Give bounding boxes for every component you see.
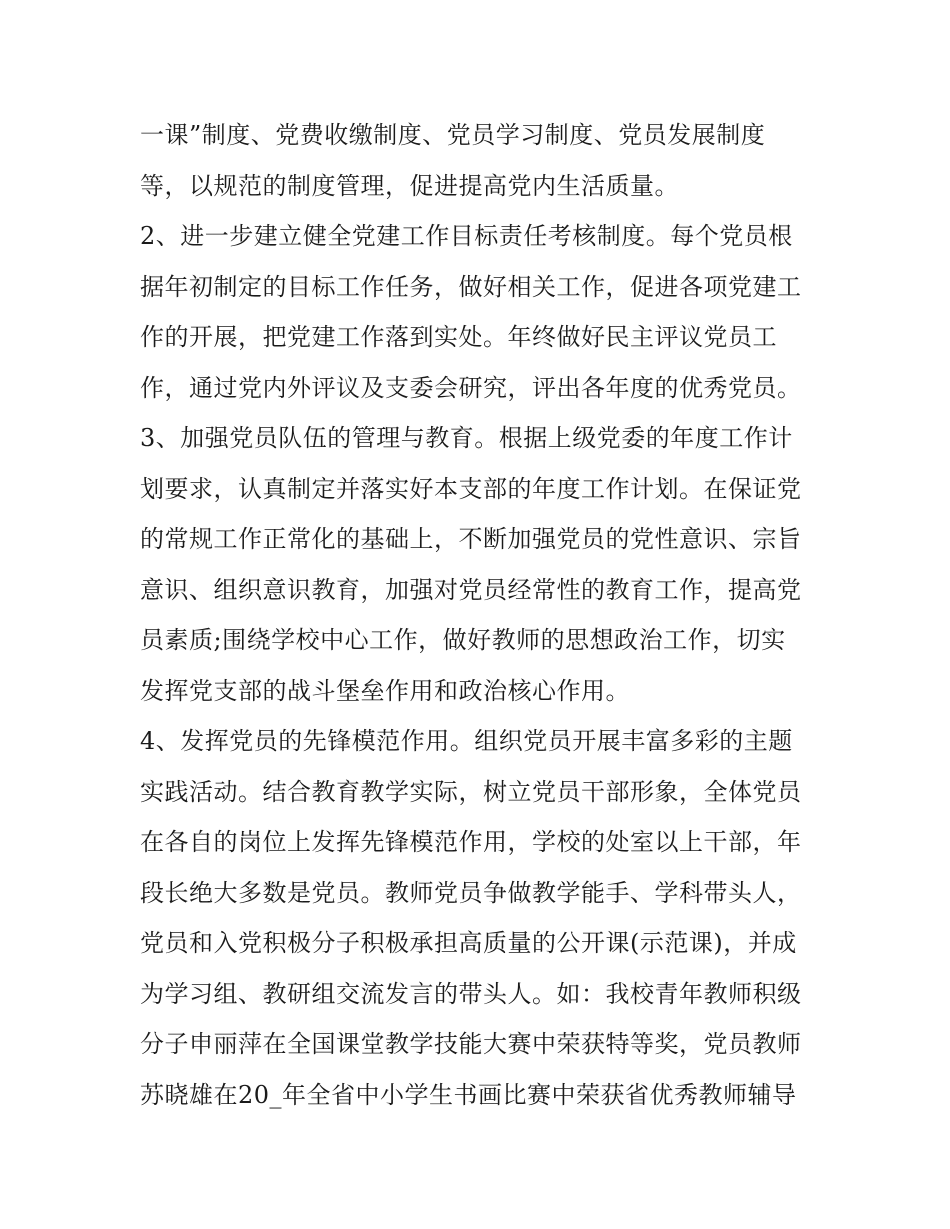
- document-body: [140, 110, 830, 1120]
- text-line: 发挥党支部的战斗堡垒作用和政治核心作用。: [140, 676, 630, 705]
- text-line: 实践活动。结合教育教学实际，树立党员干部形象，全体党员: [140, 777, 802, 806]
- text-line: 段长绝大多数是党员。教师党员争做教学能手、学科带头人，: [140, 878, 802, 907]
- text-line: 苏晓雄在20_年全省中小学生书画比赛中荣获省优秀教师辅导: [140, 1080, 797, 1109]
- text-line: 划要求，认真制定并落实好本支部的年度工作计划。在保证党: [140, 474, 802, 503]
- text-line: 为学习组、教研组交流发言的带头人。如：我校青年教师积级: [140, 979, 802, 1008]
- text-line: 意识、组织意识教育，加强对党员经常性的教育工作，提高党: [140, 575, 802, 604]
- text-line: 3、加强党员队伍的管理与教育。根据上级党委的年度工作计: [140, 424, 793, 452]
- text-line: 一课”制度、党费收缴制度、党员学习制度、党员发展制度: [140, 121, 766, 149]
- text-line: 的常规工作正常化的基础上，不断加强党员的党性意识、宗旨: [140, 525, 802, 553]
- text-line: 员素质;围绕学校中心工作，做好教师的思想政治工作，切实: [140, 626, 786, 654]
- text-line: 据年初制定的目标工作任务，做好相关工作，促进各项党建工: [140, 272, 802, 301]
- text-line: 2、进一步建立健全党建工作目标责任考核制度。每个党员根: [140, 222, 793, 250]
- text-line: 作的开展，把党建工作落到实处。年终做好民主评议党员工: [140, 323, 777, 351]
- text-line: 4、发挥党员的先锋模范作用。组织党员开展丰富多彩的主题: [140, 727, 793, 755]
- text-line: 党员和入党积极分子积极承担高质量的公开课(示范课)，并成: [140, 929, 797, 957]
- text-line: 等，以规范的制度管理，促进提高党内生活质量。: [140, 171, 679, 200]
- text-line: 在各自的岗位上发挥先锋模范作用，学校的处室以上干部，年: [140, 828, 802, 856]
- text-line: 作，通过党内外评议及支委会研究，评出各年度的优秀党员。: [140, 373, 802, 402]
- text-line: 分子申丽萍在全国课堂教学技能大赛中荣获特等奖，党员教师: [140, 1030, 802, 1058]
